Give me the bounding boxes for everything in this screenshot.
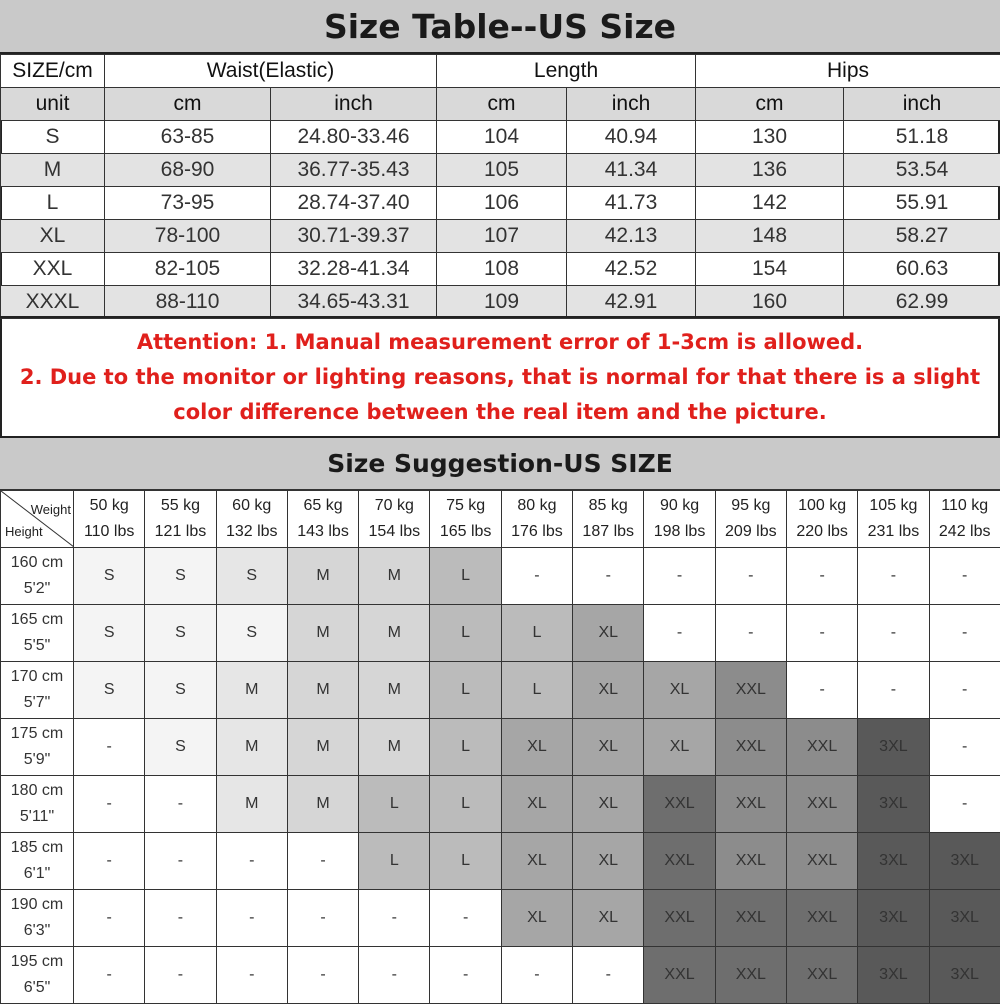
- suggested-size-cell: XL: [573, 662, 644, 719]
- size-table-header-cell: Hips: [696, 55, 1000, 88]
- weight-header-row: [1, 491, 1000, 548]
- suggested-size-cell: -: [786, 662, 857, 719]
- suggested-size-cell: -: [929, 719, 1000, 776]
- suggested-size-cell: S: [145, 662, 216, 719]
- attention-line-2: 2. Due to the monitor or lighting reasons, that is normal for that there is a slight: [20, 360, 980, 395]
- table-cell: 42.52: [567, 253, 696, 286]
- table-cell: 130: [696, 121, 844, 154]
- table-cell: 104: [437, 121, 567, 154]
- suggested-size-cell: -: [715, 605, 786, 662]
- suggested-size-cell: 3XL: [858, 776, 929, 833]
- height-cm: 185 cm: [1, 835, 73, 861]
- suggested-size-cell: 3XL: [858, 947, 929, 1004]
- suggested-size-cell: XXL: [644, 947, 715, 1004]
- height-ft: 5'2": [1, 576, 73, 602]
- suggested-size-cell: XL: [573, 719, 644, 776]
- suggested-size-cell: -: [573, 947, 644, 1004]
- suggested-size-cell: XXL: [715, 947, 786, 1004]
- suggested-size-cell: -: [929, 662, 1000, 719]
- table-cell: 160: [696, 286, 844, 319]
- suggestion-row: [1, 605, 1000, 662]
- weight-header-cell: [644, 491, 715, 548]
- height-cell: [1, 719, 74, 776]
- suggested-size-cell: XXL: [715, 890, 786, 947]
- suggested-size-cell: XXL: [786, 947, 857, 1004]
- suggested-size-cell: -: [145, 890, 216, 947]
- weight-lbs: 231 lbs: [858, 519, 928, 545]
- table-cell: 32.28-41.34: [271, 253, 437, 286]
- suggested-size-cell: -: [359, 947, 430, 1004]
- suggestion-row: [1, 719, 1000, 776]
- suggested-size-cell: M: [359, 548, 430, 605]
- suggested-size-cell: XL: [501, 719, 572, 776]
- table-cell: 34.65-43.31: [271, 286, 437, 319]
- table-cell: 24.80-33.46: [271, 121, 437, 154]
- suggested-size-cell: M: [287, 776, 358, 833]
- suggested-size-cell: -: [929, 605, 1000, 662]
- suggested-size-cell: -: [786, 605, 857, 662]
- height-cell: [1, 890, 74, 947]
- weight-kg: 85 kg: [573, 493, 643, 519]
- height-cm: 180 cm: [1, 778, 73, 804]
- suggestion-title: Size Suggestion-US SIZE: [0, 438, 1000, 490]
- suggested-size-cell: -: [145, 947, 216, 1004]
- table-cell: 73-95: [105, 187, 271, 220]
- suggestion-row: [1, 890, 1000, 947]
- height-cell: [1, 833, 74, 890]
- size-table: [0, 54, 1000, 319]
- table-cell: L: [1, 187, 105, 220]
- suggested-size-cell: XXL: [786, 776, 857, 833]
- height-cm: 160 cm: [1, 550, 73, 576]
- weight-header-cell: [74, 491, 145, 548]
- height-ft: 6'3": [1, 918, 73, 944]
- suggested-size-cell: -: [74, 776, 145, 833]
- height-cell: [1, 605, 74, 662]
- suggested-size-cell: -: [145, 776, 216, 833]
- weight-lbs: 220 lbs: [787, 519, 857, 545]
- weight-header-cell: [573, 491, 644, 548]
- suggested-size-cell: L: [430, 605, 501, 662]
- table-cell: 30.71-39.37: [271, 220, 437, 253]
- suggested-size-cell: 3XL: [929, 947, 1000, 1004]
- suggested-size-cell: -: [74, 947, 145, 1004]
- size-table-unit-row: [1, 88, 1000, 121]
- table-cell: 63-85: [105, 121, 271, 154]
- table-row: [1, 220, 1000, 253]
- height-cell: [1, 776, 74, 833]
- suggested-size-cell: M: [287, 719, 358, 776]
- size-table-unit-cell: cm: [437, 88, 567, 121]
- suggested-size-cell: -: [216, 833, 287, 890]
- suggested-size-cell: XL: [573, 605, 644, 662]
- size-table-unit-cell: inch: [567, 88, 696, 121]
- suggestion-row: [1, 776, 1000, 833]
- suggested-size-cell: XXL: [715, 833, 786, 890]
- page-title: Size Table--US Size: [0, 0, 1000, 54]
- suggested-size-cell: M: [287, 605, 358, 662]
- table-cell: S: [1, 121, 105, 154]
- table-cell: 51.18: [844, 121, 1000, 154]
- size-table-unit-cell: inch: [844, 88, 1000, 121]
- table-cell: 60.63: [844, 253, 1000, 286]
- suggested-size-cell: L: [430, 548, 501, 605]
- table-row: [1, 286, 1000, 319]
- weight-lbs: 110 lbs: [74, 519, 144, 545]
- table-cell: 62.99: [844, 286, 1000, 319]
- weight-header-cell: [715, 491, 786, 548]
- weight-header-cell: [145, 491, 216, 548]
- size-table-unit-cell: unit: [1, 88, 105, 121]
- suggested-size-cell: -: [715, 548, 786, 605]
- suggested-size-cell: 3XL: [858, 833, 929, 890]
- suggested-size-cell: XL: [644, 662, 715, 719]
- weight-kg: 70 kg: [359, 493, 429, 519]
- suggested-size-cell: M: [216, 719, 287, 776]
- weight-lbs: 209 lbs: [716, 519, 786, 545]
- suggested-size-cell: L: [359, 833, 430, 890]
- weight-header-cell: [359, 491, 430, 548]
- weight-header-cell: [858, 491, 929, 548]
- suggested-size-cell: XL: [644, 719, 715, 776]
- height-cell: [1, 947, 74, 1004]
- suggested-size-cell: -: [216, 890, 287, 947]
- suggested-size-cell: XXL: [644, 776, 715, 833]
- weight-lbs: 187 lbs: [573, 519, 643, 545]
- suggested-size-cell: L: [501, 662, 572, 719]
- height-ft: 5'9": [1, 747, 73, 773]
- suggested-size-cell: M: [216, 776, 287, 833]
- weight-header-cell: [786, 491, 857, 548]
- suggested-size-cell: -: [644, 548, 715, 605]
- suggested-size-cell: -: [929, 548, 1000, 605]
- weight-lbs: 198 lbs: [644, 519, 714, 545]
- suggestion-row: [1, 947, 1000, 1004]
- size-table-header-cell: Waist(Elastic): [105, 55, 437, 88]
- table-cell: 58.27: [844, 220, 1000, 253]
- suggested-size-cell: S: [74, 605, 145, 662]
- weight-lbs: 176 lbs: [502, 519, 572, 545]
- attention-line-3: color difference between the real item and the picture.: [173, 395, 826, 430]
- table-cell: 142: [696, 187, 844, 220]
- table-cell: 148: [696, 220, 844, 253]
- weight-height-corner: [1, 491, 74, 548]
- table-cell: 109: [437, 286, 567, 319]
- table-cell: M: [1, 154, 105, 187]
- suggested-size-cell: XXL: [715, 776, 786, 833]
- table-cell: 78-100: [105, 220, 271, 253]
- suggested-size-cell: -: [929, 776, 1000, 833]
- weight-header-cell: [287, 491, 358, 548]
- suggested-size-cell: L: [430, 719, 501, 776]
- suggested-size-cell: S: [74, 548, 145, 605]
- suggested-size-cell: S: [216, 548, 287, 605]
- weight-lbs: 132 lbs: [217, 519, 287, 545]
- suggested-size-cell: L: [430, 776, 501, 833]
- table-cell: 53.54: [844, 154, 1000, 187]
- suggested-size-cell: XL: [501, 833, 572, 890]
- suggested-size-cell: -: [501, 548, 572, 605]
- suggested-size-cell: 3XL: [929, 833, 1000, 890]
- table-row: [1, 154, 1000, 187]
- weight-kg: 95 kg: [716, 493, 786, 519]
- suggested-size-cell: XXL: [786, 833, 857, 890]
- table-cell: 106: [437, 187, 567, 220]
- table-cell: 41.73: [567, 187, 696, 220]
- suggested-size-cell: XL: [573, 776, 644, 833]
- suggested-size-cell: XXL: [644, 833, 715, 890]
- corner-weight-label: Weight: [31, 497, 71, 523]
- suggested-size-cell: L: [501, 605, 572, 662]
- suggested-size-cell: S: [74, 662, 145, 719]
- size-table-header-row: [1, 55, 1000, 88]
- weight-kg: 105 kg: [858, 493, 928, 519]
- table-row: [1, 187, 1000, 220]
- weight-lbs: 242 lbs: [930, 519, 1000, 545]
- table-cell: XL: [1, 220, 105, 253]
- height-ft: 5'7": [1, 690, 73, 716]
- suggested-size-cell: -: [216, 947, 287, 1004]
- suggestion-row: [1, 833, 1000, 890]
- size-suggestion-table: [0, 490, 1000, 1004]
- suggested-size-cell: -: [287, 890, 358, 947]
- suggested-size-cell: XL: [573, 833, 644, 890]
- table-cell: 82-105: [105, 253, 271, 286]
- height-cm: 170 cm: [1, 664, 73, 690]
- height-ft: 5'5": [1, 633, 73, 659]
- suggested-size-cell: M: [359, 605, 430, 662]
- weight-kg: 110 kg: [930, 493, 1000, 519]
- weight-header-cell: [501, 491, 572, 548]
- table-cell: 108: [437, 253, 567, 286]
- suggested-size-cell: 3XL: [929, 890, 1000, 947]
- suggested-size-cell: XL: [573, 890, 644, 947]
- suggested-size-cell: M: [287, 662, 358, 719]
- suggested-size-cell: XXL: [644, 890, 715, 947]
- attention-notice: [0, 316, 1000, 438]
- weight-header-cell: [216, 491, 287, 548]
- size-table-header-cell: Length: [437, 55, 696, 88]
- table-cell: 41.34: [567, 154, 696, 187]
- size-table-unit-cell: inch: [271, 88, 437, 121]
- size-table-unit-cell: cm: [696, 88, 844, 121]
- size-table-unit-cell: cm: [105, 88, 271, 121]
- table-cell: 88-110: [105, 286, 271, 319]
- attention-line-1: Attention: 1. Manual measurement error of 1-3cm is allowed.: [137, 325, 863, 360]
- height-ft: 6'5": [1, 975, 73, 1001]
- height-ft: 6'1": [1, 861, 73, 887]
- table-cell: XXL: [1, 253, 105, 286]
- suggested-size-cell: S: [145, 719, 216, 776]
- suggested-size-cell: -: [359, 890, 430, 947]
- suggested-size-cell: -: [430, 890, 501, 947]
- suggested-size-cell: 3XL: [858, 719, 929, 776]
- suggested-size-cell: -: [501, 947, 572, 1004]
- weight-kg: 90 kg: [644, 493, 714, 519]
- table-cell: 36.77-35.43: [271, 154, 437, 187]
- table-cell: 55.91: [844, 187, 1000, 220]
- weight-header-cell: [929, 491, 1000, 548]
- suggested-size-cell: -: [573, 548, 644, 605]
- suggested-size-cell: -: [858, 548, 929, 605]
- suggested-size-cell: M: [287, 548, 358, 605]
- table-cell: 105: [437, 154, 567, 187]
- suggested-size-cell: S: [145, 548, 216, 605]
- table-row: [1, 253, 1000, 286]
- suggested-size-cell: -: [287, 833, 358, 890]
- weight-kg: 75 kg: [430, 493, 500, 519]
- suggested-size-cell: XL: [501, 890, 572, 947]
- suggestion-row: [1, 662, 1000, 719]
- table-cell: 107: [437, 220, 567, 253]
- weight-kg: 60 kg: [217, 493, 287, 519]
- table-cell: 42.91: [567, 286, 696, 319]
- suggested-size-cell: XXL: [715, 662, 786, 719]
- suggestion-row: [1, 548, 1000, 605]
- suggested-size-cell: S: [216, 605, 287, 662]
- size-table-header-cell: SIZE/cm: [1, 55, 105, 88]
- table-cell: 42.13: [567, 220, 696, 253]
- suggested-size-cell: XXL: [715, 719, 786, 776]
- weight-kg: 100 kg: [787, 493, 857, 519]
- suggested-size-cell: M: [359, 719, 430, 776]
- suggested-size-cell: M: [359, 662, 430, 719]
- height-ft: 5'11": [1, 804, 73, 830]
- weight-kg: 50 kg: [74, 493, 144, 519]
- weight-lbs: 165 lbs: [430, 519, 500, 545]
- table-cell: 154: [696, 253, 844, 286]
- suggested-size-cell: L: [359, 776, 430, 833]
- table-cell: XXXL: [1, 286, 105, 319]
- suggested-size-cell: -: [644, 605, 715, 662]
- weight-header-cell: [430, 491, 501, 548]
- table-row: [1, 121, 1000, 154]
- height-cell: [1, 662, 74, 719]
- table-cell: 28.74-37.40: [271, 187, 437, 220]
- height-cm: 165 cm: [1, 607, 73, 633]
- suggested-size-cell: L: [430, 662, 501, 719]
- suggested-size-cell: -: [858, 662, 929, 719]
- corner-height-label: Height: [5, 519, 43, 545]
- suggested-size-cell: XL: [501, 776, 572, 833]
- suggested-size-cell: M: [216, 662, 287, 719]
- suggested-size-cell: 3XL: [858, 890, 929, 947]
- table-cell: 136: [696, 154, 844, 187]
- suggested-size-cell: L: [430, 833, 501, 890]
- weight-lbs: 154 lbs: [359, 519, 429, 545]
- height-cell: [1, 548, 74, 605]
- suggested-size-cell: -: [786, 548, 857, 605]
- suggested-size-cell: -: [430, 947, 501, 1004]
- weight-kg: 80 kg: [502, 493, 572, 519]
- height-cm: 175 cm: [1, 721, 73, 747]
- suggested-size-cell: -: [74, 833, 145, 890]
- weight-lbs: 121 lbs: [145, 519, 215, 545]
- suggested-size-cell: S: [145, 605, 216, 662]
- height-cm: 195 cm: [1, 949, 73, 975]
- suggested-size-cell: XXL: [786, 719, 857, 776]
- weight-kg: 65 kg: [288, 493, 358, 519]
- suggested-size-cell: -: [287, 947, 358, 1004]
- suggested-size-cell: -: [74, 890, 145, 947]
- suggested-size-cell: -: [74, 719, 145, 776]
- weight-kg: 55 kg: [145, 493, 215, 519]
- weight-lbs: 143 lbs: [288, 519, 358, 545]
- suggested-size-cell: XXL: [786, 890, 857, 947]
- height-cm: 190 cm: [1, 892, 73, 918]
- table-cell: 40.94: [567, 121, 696, 154]
- suggested-size-cell: -: [858, 605, 929, 662]
- suggested-size-cell: -: [145, 833, 216, 890]
- table-cell: 68-90: [105, 154, 271, 187]
